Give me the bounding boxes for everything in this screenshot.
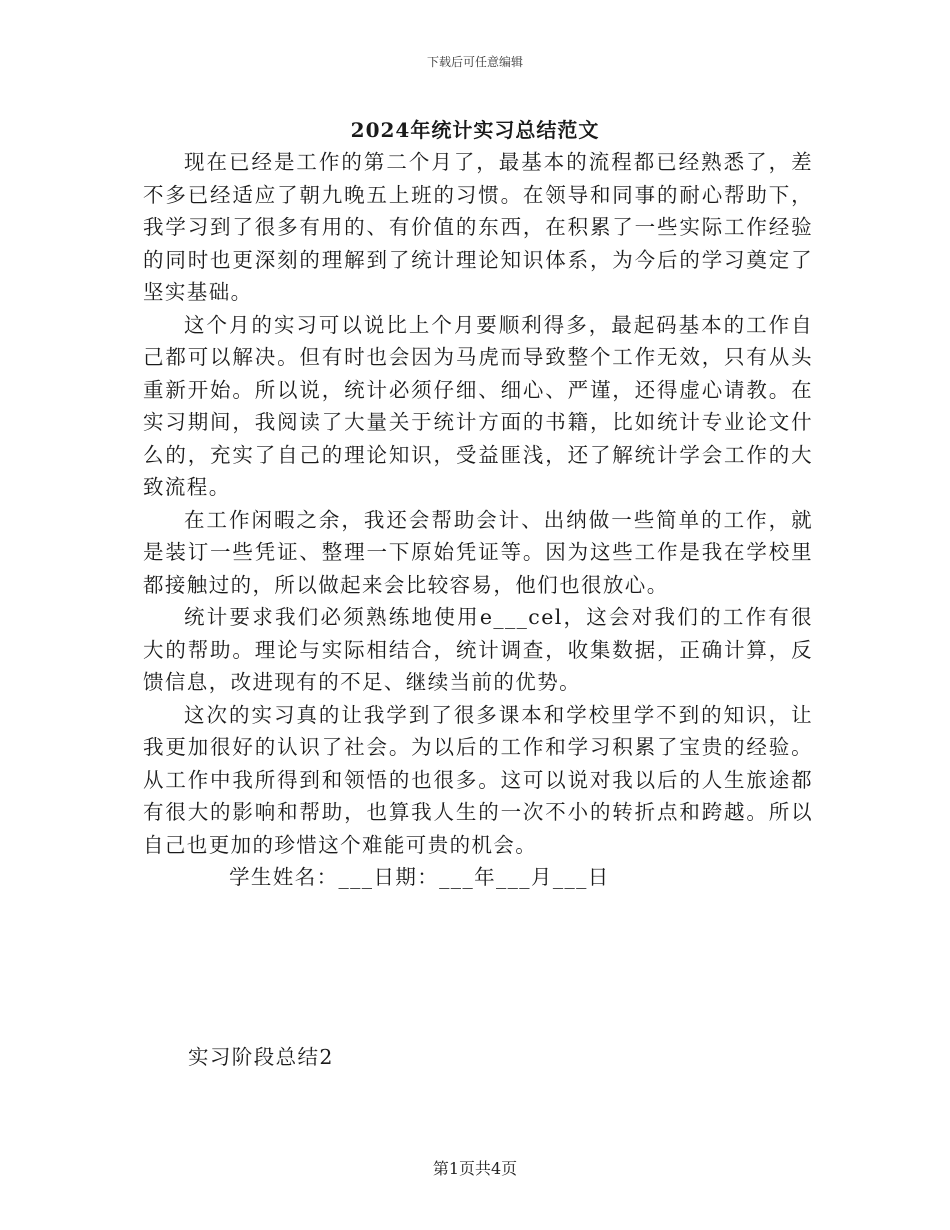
document-body xyxy=(143,146,813,894)
document-title: 2024年统计实习总结范文 xyxy=(350,118,600,142)
page-number: 第1页共4页 xyxy=(432,1159,518,1178)
paragraph-4: 统计要求我们必须熟练地使用e___cel，这会对我们的工作有很大的帮助。理论与实际相结合，统计调查，收集数据，正确计算，反馈信息，改进现有的不足、继续当前的优势。 xyxy=(143,605,813,694)
paragraph-1: 现在已经是工作的第二个月了，最基本的流程都已经熟悉了，差不多已经适应了朝九晚五上班的习惯。在领导和同事的耐心帮助下，我学习到了很多有用的、有价值的东西，在积累了一些实际工作经验的同时也更深刻的理解到了统计理论知识体系，为今后的学习奠定了坚实基础。 xyxy=(143,150,813,304)
section-heading: 实习阶段总结2 xyxy=(188,1045,334,1069)
header-note: 下载后可任意编辑 xyxy=(426,55,523,69)
signature-line: 学生姓名：___日期：___年___月___日 xyxy=(229,865,610,889)
paragraph-3: 在工作闲暇之余，我还会帮助会计、出纳做一些简单的工作，就是装订一些凭证、整理一下原始凭证等。因为这些工作是我在学校里都接触过的，所以做起来会比较容易，他们也很放心。 xyxy=(143,507,813,597)
paragraph-2: 这个月的实习可以说比上个月要顺利得多，最起码基本的工作自己都可以解决。但有时也会因为马虎而导致整个工作无效，只有从头重新开始。所以说，统计必须仔细、细心、严谨，还得虚心请教。在实习期间，我阅读了大量关于统计方面的书籍，比如统计专业论文什么的，充实了自己的理论知识，受益匪浅，还了解统计学会工作的大致流程。 xyxy=(143,312,813,499)
paragraph-5: 这次的实习真的让我学到了很多课本和学校里学不到的知识，让我更加很好的认识了社会。为以后的工作和学习积累了宝贵的经验。从工作中我所得到和领悟的也很多。这可以说对我以后的人生旅途都有很大的影响和帮助，也算我人生的一次不小的转折点和跨越。所以自己也更加的珍惜这个难能可贵的机会。 xyxy=(143,702,813,857)
